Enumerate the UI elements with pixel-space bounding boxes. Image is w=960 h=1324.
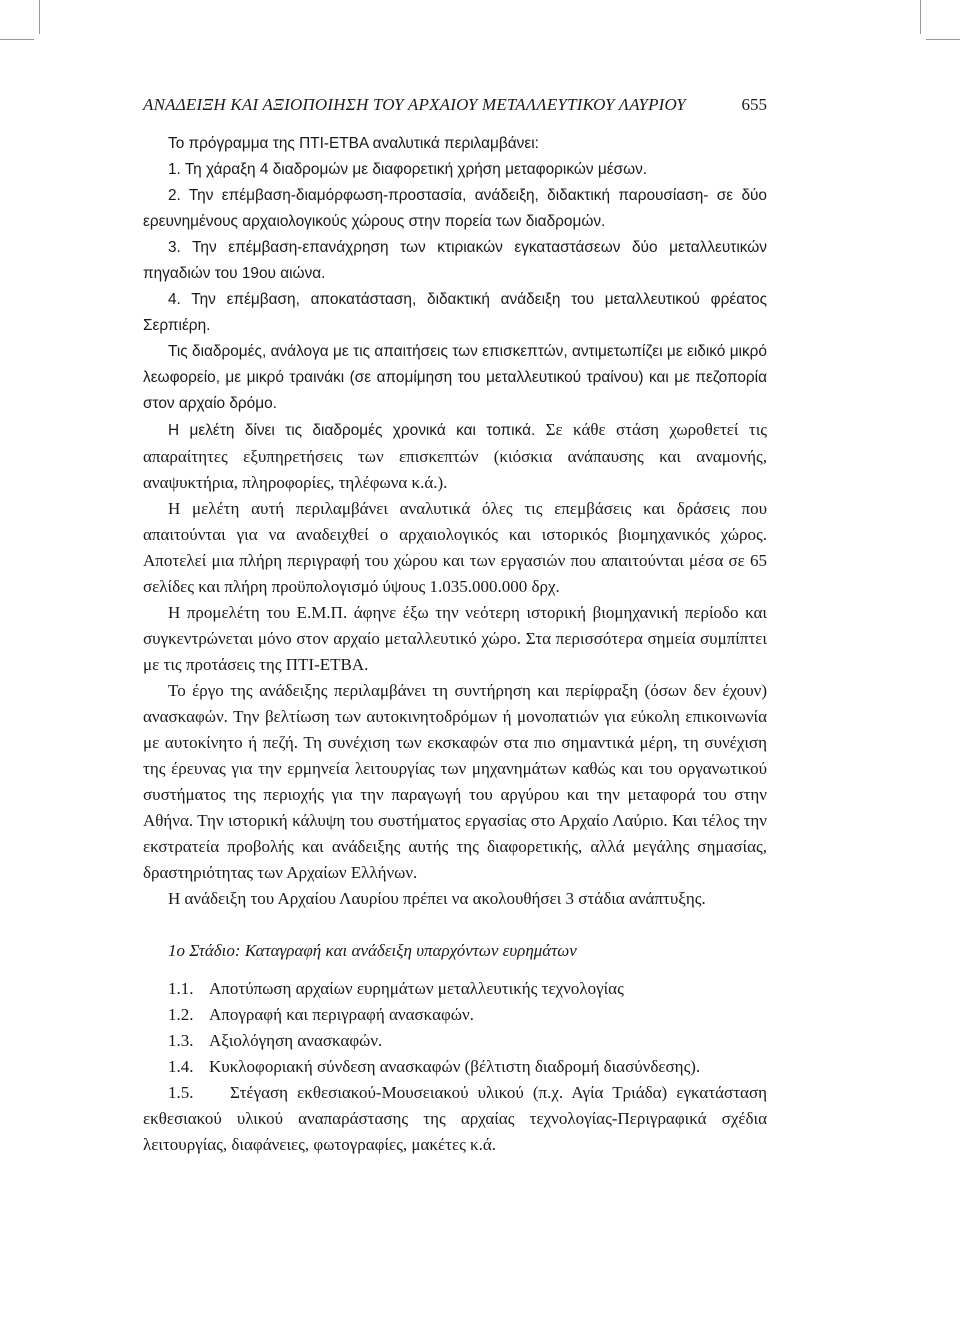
crop-mark-top-left-h — [0, 39, 34, 40]
list-item-number: 1.1. — [168, 979, 194, 998]
study-lead: Η μελέτη δίνει τις διαδρομές χρονικά και τοπικά. — [168, 422, 536, 439]
page-content — [143, 93, 767, 1158]
list-item-number: 1.2. — [168, 1005, 194, 1024]
list-item — [143, 1080, 767, 1158]
list-item-text: Απογραφή και περιγραφή ανασκαφών. — [209, 1005, 474, 1024]
program-item-3: 3. Την επέμβαση-επανάχρηση των κτιριακών εγκαταστάσεων δύο μεταλλευτικών πηγαδιών του 19ου αιώνα. — [143, 239, 767, 282]
list-item-text: Κυκλοφοριακή σύνδεση ανασκαφών (βέλτιστη διαδρομή διασύνδεσης). — [209, 1057, 701, 1076]
paragraph-analysis: Η μελέτη αυτή περιλαμβάνει αναλυτικά όλες τις επεμβάσεις και δράσεις που απαιτούνται για να αναδειχθεί ο αρχαιολογικός και ιστορικός βιομηχανικός χώρος. Αποτελεί μια πλήρη περιγραφή του χώρου και των εργασιών που απαιτούνται μέσα σε 65 σελίδες και πλήρη προϋπολογισμό ύψους 1.035.000.000 δρχ. — [143, 499, 767, 596]
program-routes-paragraph: Τις διαδρομές, ανάλογα με τις απαιτήσεις των επισκεπτών, αντιμετωπίζει με ειδικό μικρό λεωφορείο, με μικρό τραινάκι (σε απομίμηση του μεταλλευτικού τραίνου) και με πεζοπορία στον αρχαίο δρόμο. — [143, 343, 767, 412]
list-item — [143, 1002, 767, 1028]
running-header — [143, 93, 767, 117]
paragraph-ntua-study: Η προμελέτη του Ε.Μ.Π. άφηνε έξω την νεότερη ιστορική βιομηχανική περίοδο και συγκεντρώνεται μόνο στον αρχαίο μεταλλευτικό χώρο. Στα περισσότερα σημεία συμπίπτει με τις προτάσεις της ΠΤΙ-ΕΤΒΑ. — [143, 603, 767, 674]
list-item-text: Αξιολόγηση ανασκαφών. — [209, 1031, 383, 1050]
study-tail: Σε κάθε στάση χωροθετεί τις απαραίτητες εξυπηρετήσεις των επισκεπτών (κιόσκια ανάπαυσης και αναμονής, αναψυκτήρια, πληροφορίες, τηλέφωνα κ.ά.). — [143, 420, 768, 492]
program-item-1: 1. Τη χάραξη 4 διαδρομών με διαφορετική χρήση μεταφορικών μέσων. — [168, 161, 648, 178]
paragraph-study — [143, 417, 767, 496]
program-intro: Το πρόγραμμα της ΠΤΙ-ΕΤΒΑ αναλυτικά περιλαμβάνει: — [168, 135, 539, 152]
list-item-number: 1.5. — [168, 1083, 194, 1102]
list-item-text: Στέγαση εκθεσιακού-Μουσειακού υλικού (π.χ. Αγία Τριάδα) εγκατάσταση εκθεσιακού υλικού αναπαράστασης της αρχαίας τεχνολογίας-Περιγραφικά σχέδια λειτουργίας, διαφάνειες, φωτογραφίες, μακέτες κ.ά. — [143, 1083, 768, 1154]
paragraph-project-work: Το έργο της ανάδειξης περιλαμβάνει τη συντήρηση και περίφραξη (όσων δεν έχουν) ανασκαφών. Την βελτίωση των αυτοκινητοδρόμων ή μονοπατιών για εύκολη επικοινωνία με αυτοκίνητο ή πεζή. Τη συνέχιση των εκσκαφών στα πιο σημαντικά μέρη, τη συνέχιση της έρευνας για την ερμηνεία λειτουργίας των μηχανημάτων καθώς και του οργανωτικού συστήματος της περιοχής για την παραγωγή του αργύρου και την μεταφορά του στην Αθήνα. Την ιστορική κάλυψη του συστήματος εργασίας στο Αρχαίο Λαύριο. Και τέλος την εκστρατεία προβολής και ανάδειξης αυτής της διαφορετικής, αλλά μεγάλης σημασίας, δραστηριότητας των Αρχαίων Ελλήνων. — [143, 681, 767, 882]
list-item — [143, 1028, 767, 1054]
header-title: ΑΝΑΔΕΙΞΗ ΚΑΙ ΑΞΙΟΠΟΙΗΣΗ ΤΟΥ ΑΡΧΑΙΟΥ ΜΕΤΑΛΛΕΥΤΙΚΟΥ ΛΑΥΡΙΟΥ — [143, 95, 686, 114]
stage1-list — [143, 976, 767, 1158]
list-item-number: 1.3. — [168, 1031, 194, 1050]
stage1-heading: 1ο Στάδιο: Καταγραφή και ανάδειξη υπαρχόντων ευρημάτων — [168, 941, 577, 960]
program-item-2: 2. Την επέμβαση-διαμόρφωση-προστασία, ανάδειξη, διδακτική παρουσίαση- σε δύο ερευνημένους αρχαιολογικούς χώρους στην πορεία των διαδρομών. — [143, 187, 767, 230]
crop-mark-top-right-v — [920, 0, 921, 34]
list-item — [143, 976, 767, 1002]
crop-mark-top-left-v — [39, 0, 40, 34]
crop-mark-top-right-h — [926, 39, 960, 40]
page-number: 655 — [741, 95, 767, 114]
program-block — [143, 131, 767, 417]
list-item-number: 1.4. — [168, 1057, 194, 1076]
program-item-4: 4. Την επέμβαση, αποκατάσταση, διδακτική ανάδειξη του μεταλλευτικού φρέατος Σερπιέρη. — [143, 291, 767, 334]
list-item — [143, 1054, 767, 1080]
paragraph-stages: Η ανάδειξη του Αρχαίου Λαυρίου πρέπει να ακολουθήσει 3 στάδια ανάπτυξης. — [168, 889, 706, 908]
list-item-text: Αποτύπωση αρχαίων ευρημάτων μεταλλευτικής τεχνολογίας — [209, 979, 624, 998]
